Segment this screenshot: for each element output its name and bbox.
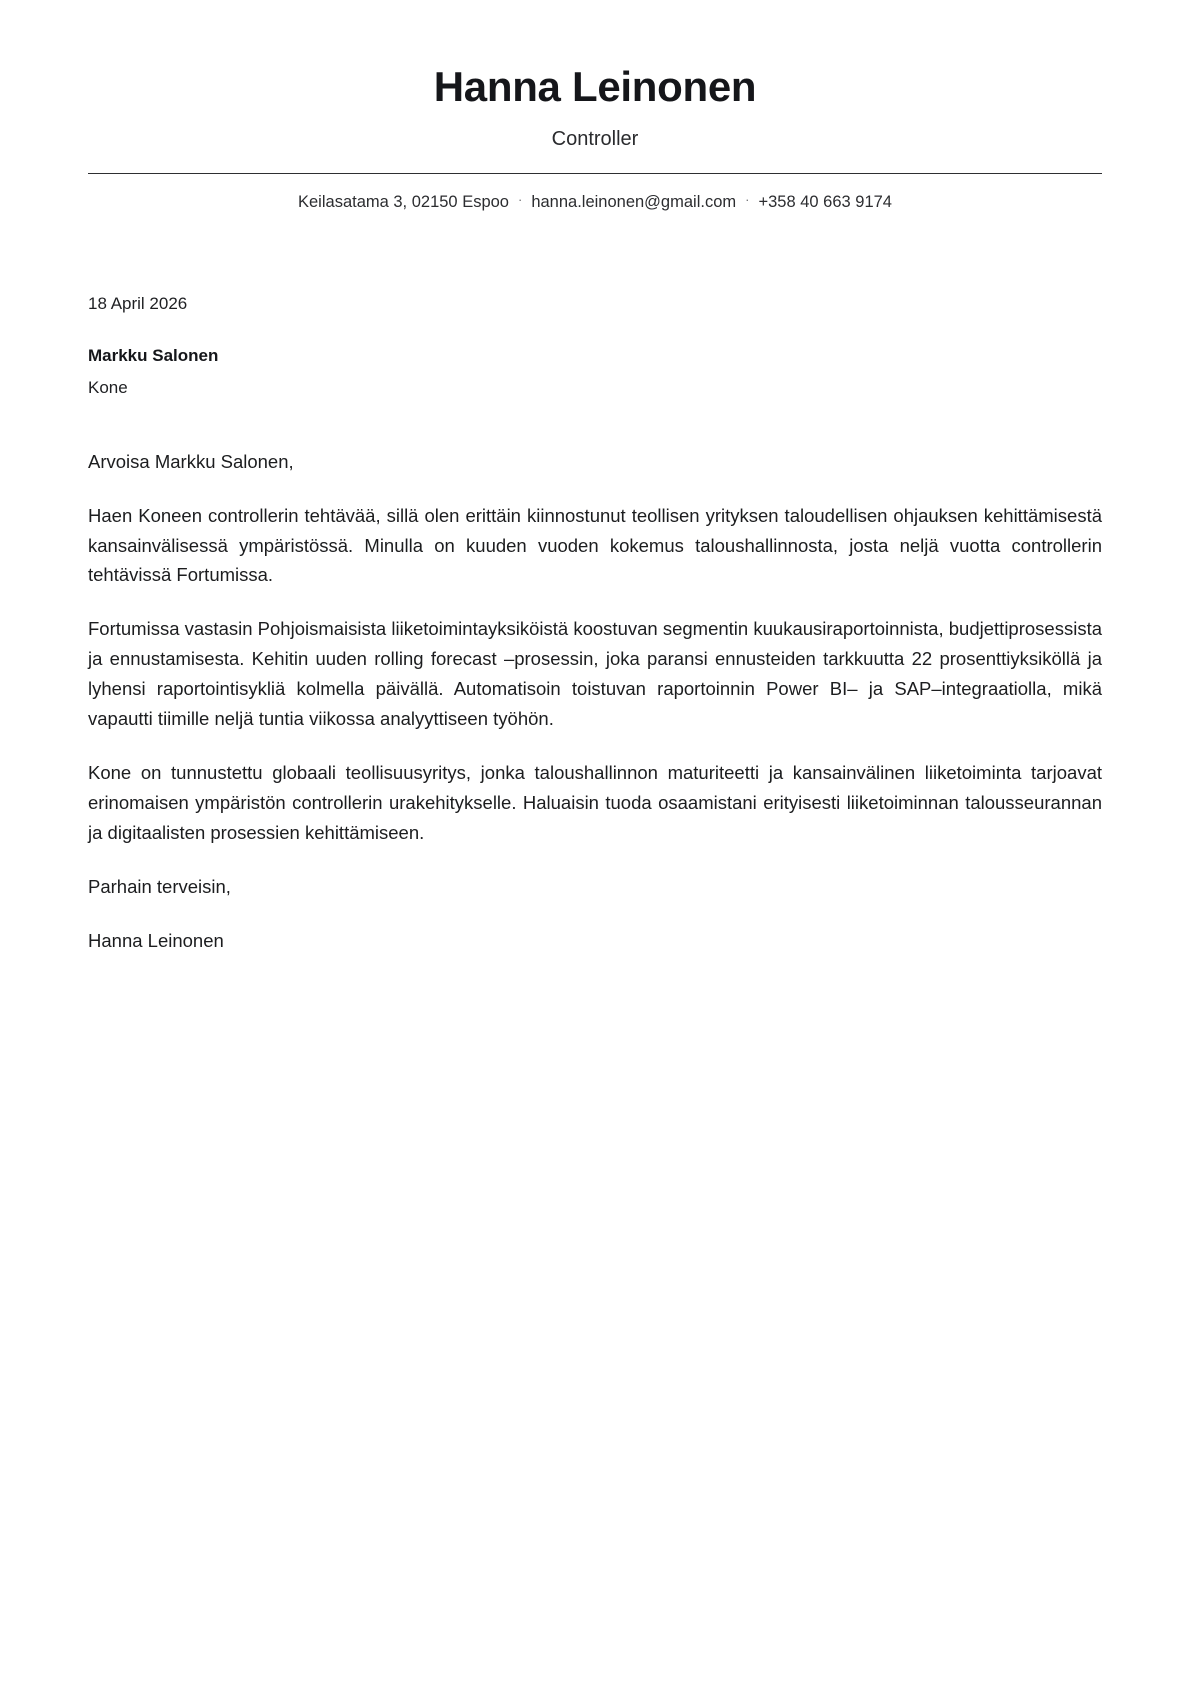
body-paragraph: Fortumissa vastasin Pohjoismaisista liiketoimintayksiköistä koostuvan segmentin kuukausiraportoinnista, budjettiprosessista ja ennustamisesta. Kehitin uuden rolling forecast –prosessin, joka paransi ennusteiden tarkkuutta 22 prosenttiyksiköllä ja lyhensi raportointisykliä kolmella päivällä. Automatisoin toistuvan raportoinnin Power BI– ja SAP–integraatiolla, mikä vapautti tiimille neljä tuntia viikossa analyyttiseen työhön. xyxy=(88,618,1102,730)
body-paragraph: Kone on tunnustettu globaali teollisuusyritys, jonka taloushallinnon maturiteetti ja kansainvälinen liiketoiminta tarjoavat erinomaisen ympäristön controllerin urakehitykselle. Haluaisin tuoda osaamistani erityisesti liiketoiminnan talousseurannan ja digitaalisten prosessien kehittämiseen. xyxy=(88,762,1102,844)
body-paragraph: Haen Koneen controllerin tehtävää, sillä olen erittäin kiinnostunut teollisen yrityksen taloudellisen ohjauksen kehittämisestä kansainvälisessä ympäristössä. Minulla on kuuden vuoden kokemus taloushallinnosta, josta neljä vuotta controllerin tehtävissä Fortumissa. xyxy=(88,504,1102,586)
contact-line xyxy=(88,191,1102,214)
recipient-company: Kone xyxy=(88,377,128,397)
letter-header xyxy=(88,0,1102,214)
contact-email[interactable]: hanna.leinonen@gmail.com xyxy=(531,192,737,211)
contact-phone[interactable]: +358 40 663 9174 xyxy=(758,192,892,211)
letter-meta-block xyxy=(88,292,1102,401)
job-title: Controller xyxy=(551,127,639,150)
letter-body xyxy=(88,447,1102,957)
recipient-name: Markku Salonen xyxy=(88,346,219,366)
contact-separator-icon: · xyxy=(745,192,750,207)
page-title: Hanna Leinonen xyxy=(433,63,757,110)
closing-line: Parhain terveisin, xyxy=(88,876,231,898)
letter-date: 18 April 2026 xyxy=(88,293,188,313)
signature-name: Hanna Leinonen xyxy=(88,930,224,952)
salutation: Arvoisa Markku Salonen, xyxy=(88,450,294,472)
contact-address: Keilasatama 3, 02150 Espoo xyxy=(298,192,509,211)
header-divider xyxy=(88,173,1102,174)
contact-separator-icon: · xyxy=(517,192,523,207)
letter-content xyxy=(88,0,1102,956)
